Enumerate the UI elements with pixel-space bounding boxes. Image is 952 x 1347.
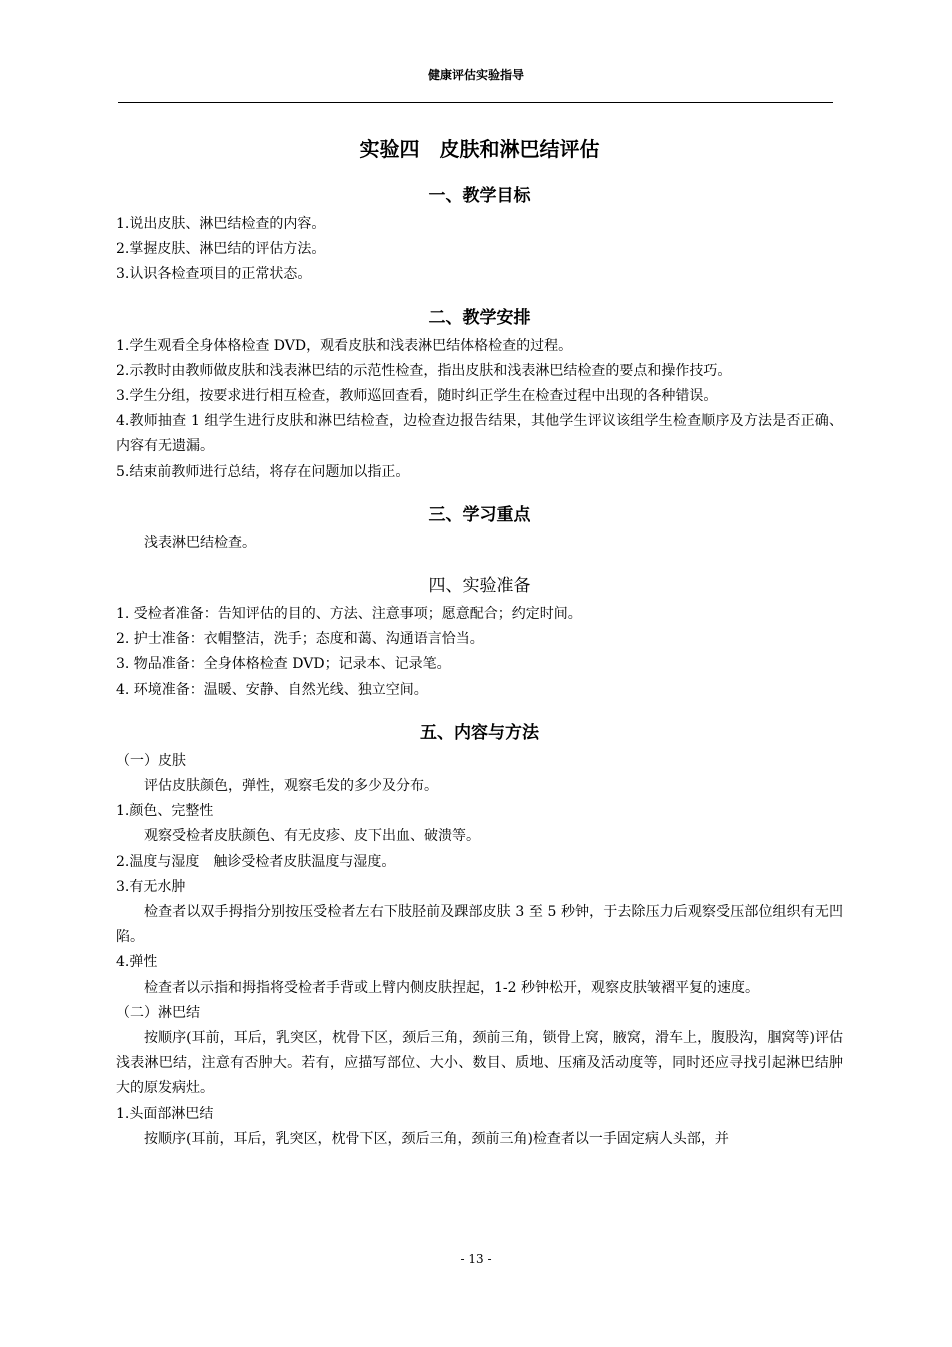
color-heading: 1.颜色、完整性 (116, 803, 214, 820)
lymph-text: 按顺序(耳前，耳后，乳突区，枕骨下区，颈后三角，颈前三角，锁骨上窝，腋窝，滑车上，腹股沟，腘窝等)评估浅表淋巴结，注意有否肿大。若有，应描写部位、大小、数目、质地、压痛及活动度等，同时还应寻找引起淋巴结肿大的原发病灶。 (116, 1030, 843, 1097)
edema-heading: 3.有无水肿 (116, 878, 186, 895)
goal-item: 3.认识各检查项目的正常状态。 (116, 266, 312, 283)
preparation-item: 1. 受检者准备：告知评估的目的、方法、注意事项；愿意配合；约定时间。 (116, 606, 582, 623)
head-lymph-text: 按顺序(耳前，耳后，乳突区，枕骨下区，颈后三角，颈前三角)检查者以一手固定病人头部，并 (144, 1130, 729, 1147)
arrangement-item: 4.教师抽查 1 组学生进行皮肤和淋巴结检查，边检查边报告结果，其他学生评议该组学生检查顺序及方法是否正确、内容有无遗漏。 (116, 413, 843, 455)
preparation-item: 3. 物品准备：全身体格检查 DVD；记录本、记录笔。 (116, 656, 451, 673)
section-title-focus: 三、学习重点 (428, 504, 531, 525)
section-content (116, 719, 843, 1152)
temperature-line: 2.温度与湿度 触诊受检者皮肤温度与湿度。 (116, 853, 396, 870)
lymph-heading: （二）淋巴结 (116, 1004, 200, 1021)
color-text: 观察受检者皮肤颜色、有无皮疹、皮下出血、破溃等。 (144, 828, 480, 845)
section-title-goals: 一、教学目标 (428, 186, 531, 206)
section-title-preparation: 四、实验准备 (428, 576, 531, 597)
goal-item: 1.说出皮肤、淋巴结检查的内容。 (116, 216, 326, 232)
elasticity-text: 检查者以示指和拇指将受检者手背或上臂内侧皮肤捏起，1-2 秒钟松开，观察皮肤皱褶平复的速度。 (144, 979, 759, 996)
page-title: 实验四 皮肤和淋巴结评估 (359, 137, 600, 161)
arrangement-item: 5.结束前教师进行总结，将存在问题加以指正。 (116, 463, 410, 480)
page-number: - 13 - (460, 1252, 492, 1266)
skin-intro: 评估皮肤颜色，弹性，观察毛发的多少及分布。 (144, 778, 438, 795)
page-content (116, 134, 843, 1168)
section-focus (116, 501, 843, 556)
arrangement-item: 1.学生观看全身体格检查 DVD，观看皮肤和浅表淋巴结体格检查的过程。 (116, 337, 573, 354)
edema-text: 检查者以双手拇指分别按压受检者左右下肢胫前及踝部皮肤 3 至 5 秒钟，于去除压力后观察受压部位组织有无凹陷。 (116, 904, 843, 946)
running-header: 健康评估实验指导 (427, 68, 524, 82)
section-goals (116, 182, 843, 288)
skin-heading: （一）皮肤 (116, 752, 186, 769)
elasticity-heading: 4.弹性 (116, 954, 158, 971)
arrangement-item: 2.示教时由教师做皮肤和浅表淋巴结的示范性检查，指出皮肤和浅表淋巴结检查的要点和操作技巧。 (116, 362, 732, 379)
arrangement-item: 3.学生分组，按要求进行相互检查，教师巡回查看，随时纠正学生在检查过程中出现的各种错误。 (116, 388, 718, 405)
goal-item: 2.掌握皮肤、淋巴结的评估方法。 (116, 241, 326, 258)
header-rule (118, 102, 833, 103)
head-lymph-heading: 1.头面部淋巴结 (116, 1105, 214, 1122)
section-preparation (116, 572, 843, 703)
section-arrangement (116, 304, 843, 485)
focus-text: 浅表淋巴结检查。 (144, 534, 256, 551)
preparation-item: 2. 护士准备：衣帽整洁，洗手；态度和蔼、沟通语言恰当。 (116, 631, 484, 648)
preparation-item: 4. 环境准备：温暖、安静、自然光线、独立空间。 (116, 681, 428, 698)
section-title-content: 五、内容与方法 (420, 722, 539, 743)
section-title-arrangement: 二、教学安排 (428, 307, 531, 328)
